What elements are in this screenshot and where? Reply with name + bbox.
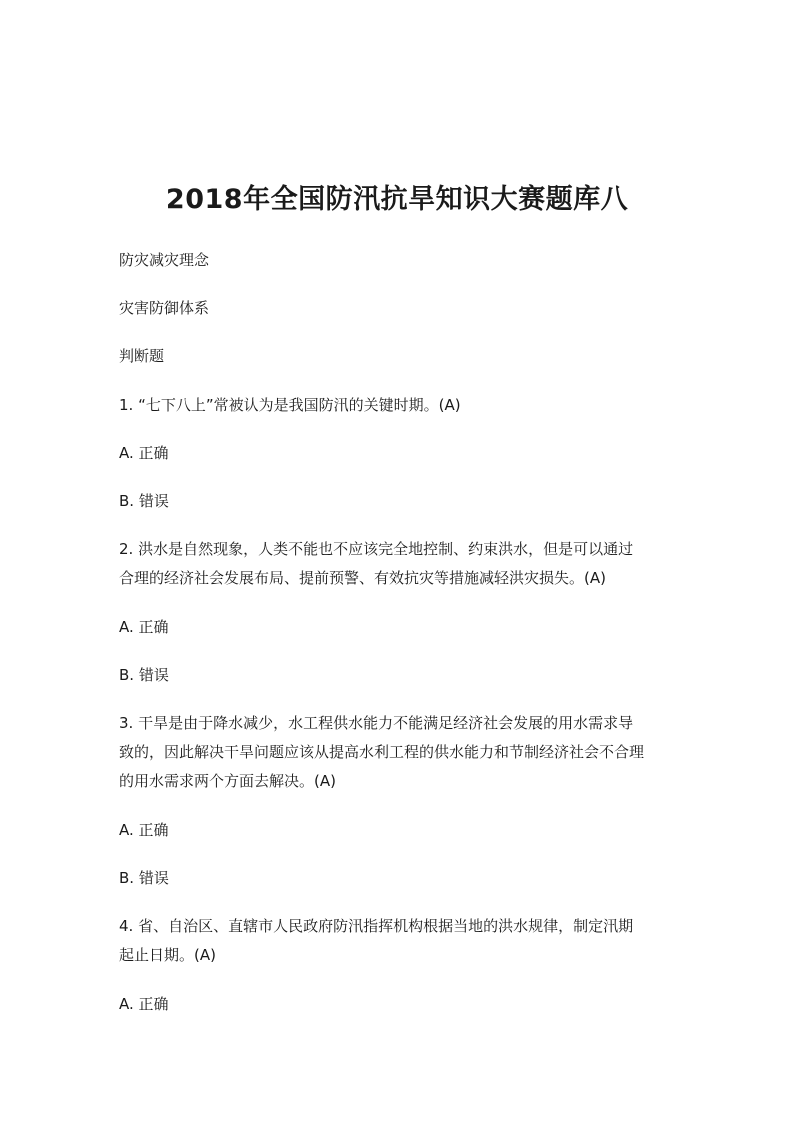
question-3-option-b: B. 错误 xyxy=(119,869,169,887)
question-3-text-line-2: 致的，因此解决干旱问题应该从提高水利工程的供水能力和节制经济社会不合理 xyxy=(119,743,645,761)
question-3-text-line-1: 3. 干旱是由于降水减少，水工程供水能力不能满足经济社会发展的用水需求导 xyxy=(119,714,634,732)
question-2-option-b: B. 错误 xyxy=(119,666,169,684)
question-2-text-line-1: 2. 洪水是自然现象，人类不能也不应该完全地控制、约束洪水，但是可以通过 xyxy=(119,540,634,558)
question-3-option-a: A. 正确 xyxy=(119,821,169,839)
document-title: 2018年全国防汛抗旱知识大赛题库八 xyxy=(165,184,629,215)
question-2-option-a: A. 正确 xyxy=(119,618,169,636)
section-heading-true-false: 判断题 xyxy=(119,347,165,365)
section-heading-concept: 防灾减灾理念 xyxy=(119,251,210,269)
question-4-text-line-2: 起止日期。(A) xyxy=(119,946,216,964)
question-2-text-line-2: 合理的经济社会发展布局、提前预警、有效抗灾等措施减轻洪灾损失。(A) xyxy=(119,569,606,587)
question-1-option-b: B. 错误 xyxy=(119,492,169,510)
question-3-text-line-3: 的用水需求两个方面去解决。(A) xyxy=(119,772,336,790)
question-4-option-a: A. 正确 xyxy=(119,995,169,1013)
question-4-text-line-1: 4. 省、自治区、直辖市人民政府防汛指挥机构根据当地的洪水规律，制定汛期 xyxy=(119,917,634,935)
section-heading-defense-system: 灾害防御体系 xyxy=(119,299,210,317)
question-1-option-a: A. 正确 xyxy=(119,444,169,462)
question-1-text: 1. “七下八上”常被认为是我国防汛的关键时期。(A) xyxy=(119,396,461,414)
